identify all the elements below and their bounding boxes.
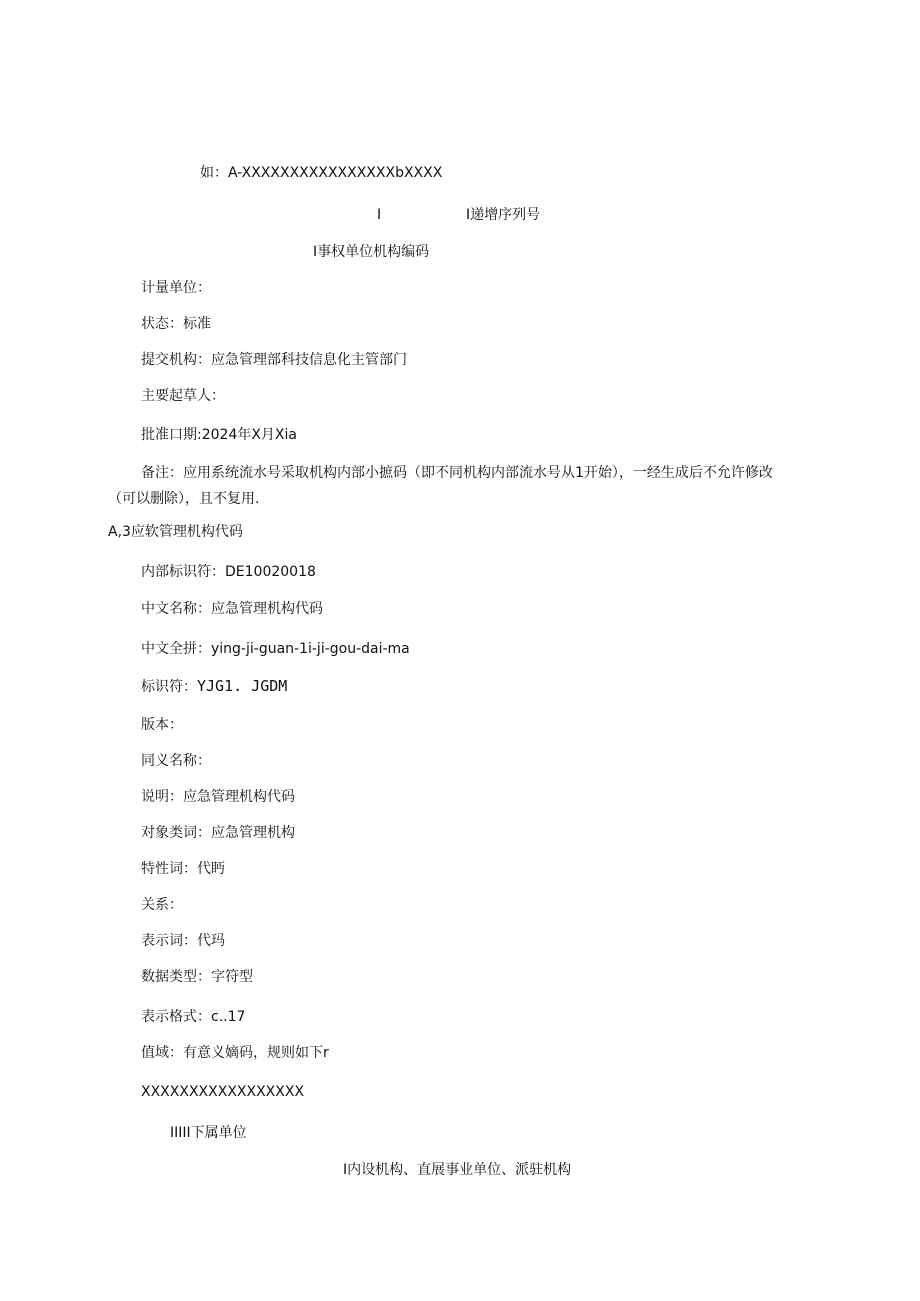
- field-version: 版本：: [141, 717, 183, 733]
- identifier-value: YJG1. JGDM: [197, 677, 288, 695]
- field-object-term: 对象类词：应急管理机构: [141, 825, 295, 841]
- field-drafter: 主要起草人：: [141, 388, 225, 404]
- org-code-label: I事权单位机构编码: [313, 244, 430, 260]
- field-format: 表示格式：c..17: [141, 1009, 246, 1025]
- example-line: 如：A-XXXXXXXXXXXXXXXXbXXXX: [200, 165, 443, 181]
- field-approval-date: 批准口期:2024年X月Xia: [141, 427, 297, 443]
- field-data-type: 数据类型：字符型: [141, 969, 253, 985]
- field-property-term: 特性词：代眄: [141, 861, 225, 877]
- code-pattern: XXXXXXXXXXXXXXXXX: [141, 1084, 305, 1100]
- sub-unit-label: IIIII下属单位: [170, 1125, 247, 1141]
- field-cn-name: 中文名称：应急管理机构代码: [141, 601, 323, 617]
- field-unit: 计量单位：: [141, 280, 211, 296]
- field-pinyin: 中文全拼：ying-ji-guan-1i-ji-gou-dai-ma: [141, 641, 410, 657]
- internal-org-label: I内设机构、直展事业单位、派驻机构: [343, 1162, 572, 1178]
- section-heading: A,3应软管理机构代码: [108, 524, 243, 540]
- diagram-marker: I: [377, 207, 382, 223]
- field-synonym: 同义名称：: [141, 753, 211, 769]
- identifier-label: 标识符：: [141, 679, 197, 695]
- field-submitter: 提交机构：应急管理部科技信息化主管部门: [141, 352, 407, 368]
- field-identifier: [141, 676, 287, 697]
- field-representation-term: 表示词：代玛: [141, 933, 225, 949]
- field-status: 状态：标准: [141, 316, 211, 332]
- serial-number-label: I递增序列号: [466, 207, 541, 223]
- field-internal-id: 内部标识符：DE10020018: [141, 564, 316, 580]
- field-value-domain: 值域：有意义嫡码，规则如下r: [141, 1045, 329, 1061]
- field-remark: 备注：应用系统流水号采取机构内部小摭码（即不同机构内部流水号从1开始），一经生成后不允许修改（可以删除），且不复用.: [108, 465, 773, 507]
- field-description: 说明：应急管理机构代码: [141, 789, 295, 805]
- field-relation: 关系：: [141, 897, 183, 913]
